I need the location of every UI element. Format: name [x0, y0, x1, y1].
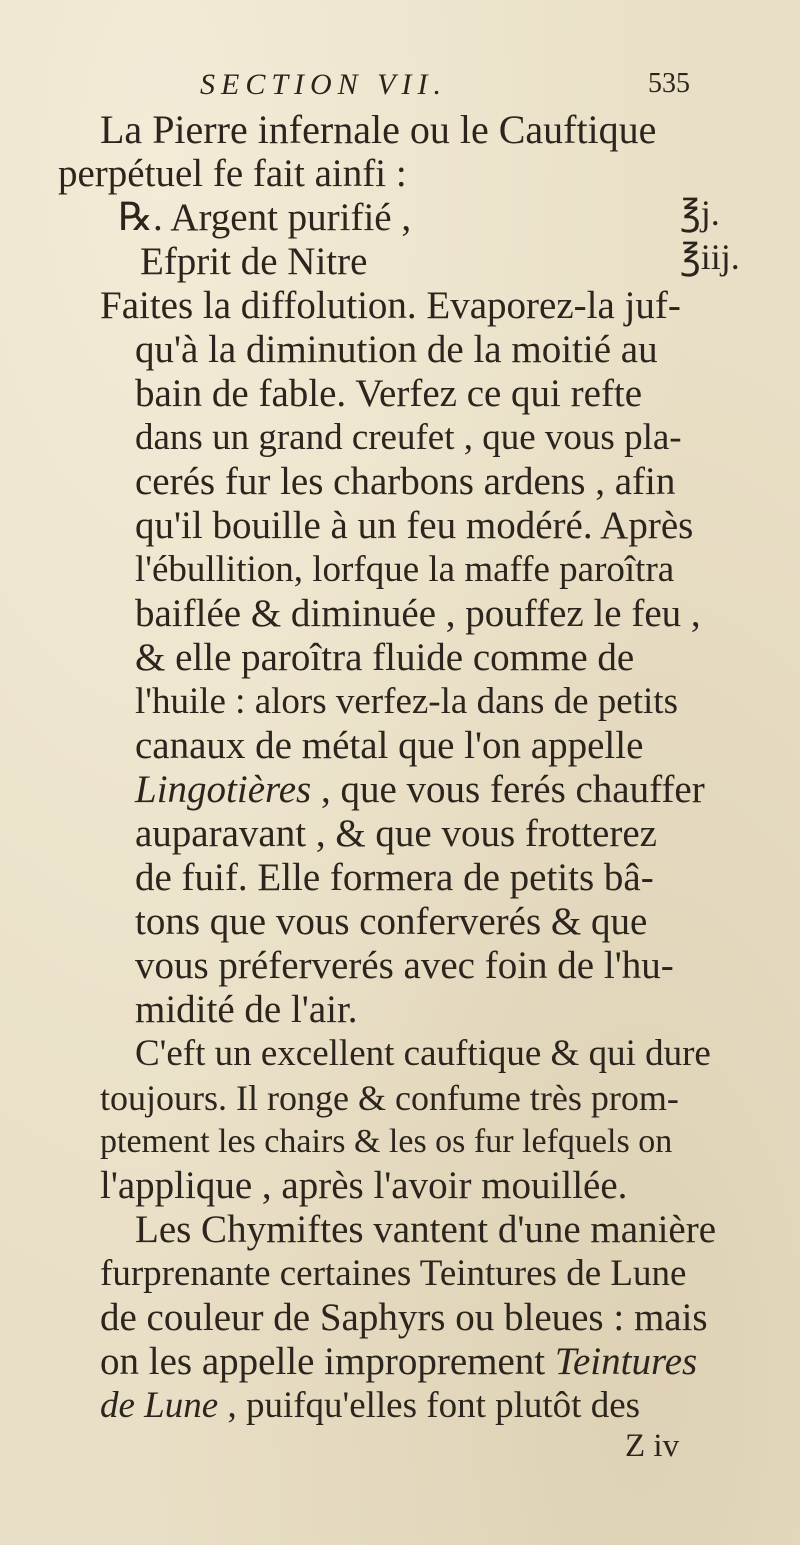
text-line: midité de l'air. — [135, 988, 358, 1031]
text-line: canaux de métal que l'on appelle — [135, 724, 644, 767]
text-line — [100, 1384, 640, 1428]
text-line-rest: , puifqu'elles font plutôt des — [218, 1385, 641, 1426]
text-line: ℞. Argent purifié , — [118, 196, 412, 239]
italic-term: de Lune — [100, 1385, 219, 1426]
text-line-start: on les appelle improprement — [100, 1340, 555, 1383]
text-line: qu'il bouille à un feu modéré. Après — [135, 504, 694, 547]
text-line: dans un grand creufet , que vous pla- — [135, 417, 682, 458]
text-line: ptement les chairs & les os fur lefquels on — [100, 1123, 673, 1160]
text-line: de couleur de Saphyrs ou bleues : mais — [100, 1296, 708, 1339]
text-line-rest: , que vous ferés chauffer — [311, 768, 705, 811]
text-line: l'huile : alors verfez-la dans de petits — [135, 681, 678, 722]
text-line: baiflée & diminuée , pouffez le feu , — [135, 592, 701, 635]
text-line: furprenante certaines Teintures de Lune — [100, 1253, 687, 1294]
text-line: Faites la diffolution. Evaporez-la juf- — [100, 284, 681, 327]
quantity-mark: ℥j. — [680, 193, 720, 233]
text-line: cerés fur les charbons ardens , afin — [135, 460, 676, 503]
section-title: SECTION VII. — [200, 68, 447, 101]
text-line — [100, 1340, 697, 1384]
text-line: qu'à la diminution de la moitié au — [135, 328, 658, 371]
text-line — [135, 768, 705, 812]
text-line: & elle paroîtra fluide comme de — [135, 636, 635, 679]
page-number: 535 — [648, 68, 690, 99]
text-line: l'applique , après l'avoir mouillée. — [100, 1164, 628, 1207]
text-line: auparavant , & que vous frotterez — [135, 812, 657, 855]
text-line: toujours. Il ronge & confume très prom- — [100, 1078, 679, 1118]
text-line: Les Chymiftes vantent d'une manière — [135, 1208, 717, 1251]
page-header — [200, 68, 700, 108]
italic-term: Lingotières — [135, 768, 312, 811]
text-line: Efprit de Nitre — [140, 240, 368, 283]
italic-term: Teintures — [554, 1340, 698, 1383]
catchword: Z iv — [625, 1428, 680, 1464]
text-line: C'eft un excellent cauftique & qui dure — [135, 1033, 711, 1074]
text-line: l'ébullition, lorfque la maffe paroîtra — [135, 549, 675, 590]
text-line: de fuif. Elle formera de petits bâ- — [135, 856, 654, 899]
text-line: tons que vous conferverés & que — [135, 900, 648, 943]
quantity-mark: ℥iij. — [680, 237, 740, 277]
text-line: La Pierre infernale ou le Cauftique — [100, 107, 657, 152]
text-line: vous préferverés avec foin de l'hu- — [135, 944, 674, 987]
text-line: perpétuel fe fait ainfi : — [58, 152, 407, 195]
text-line: bain de fable. Verfez ce qui refte — [135, 372, 643, 415]
